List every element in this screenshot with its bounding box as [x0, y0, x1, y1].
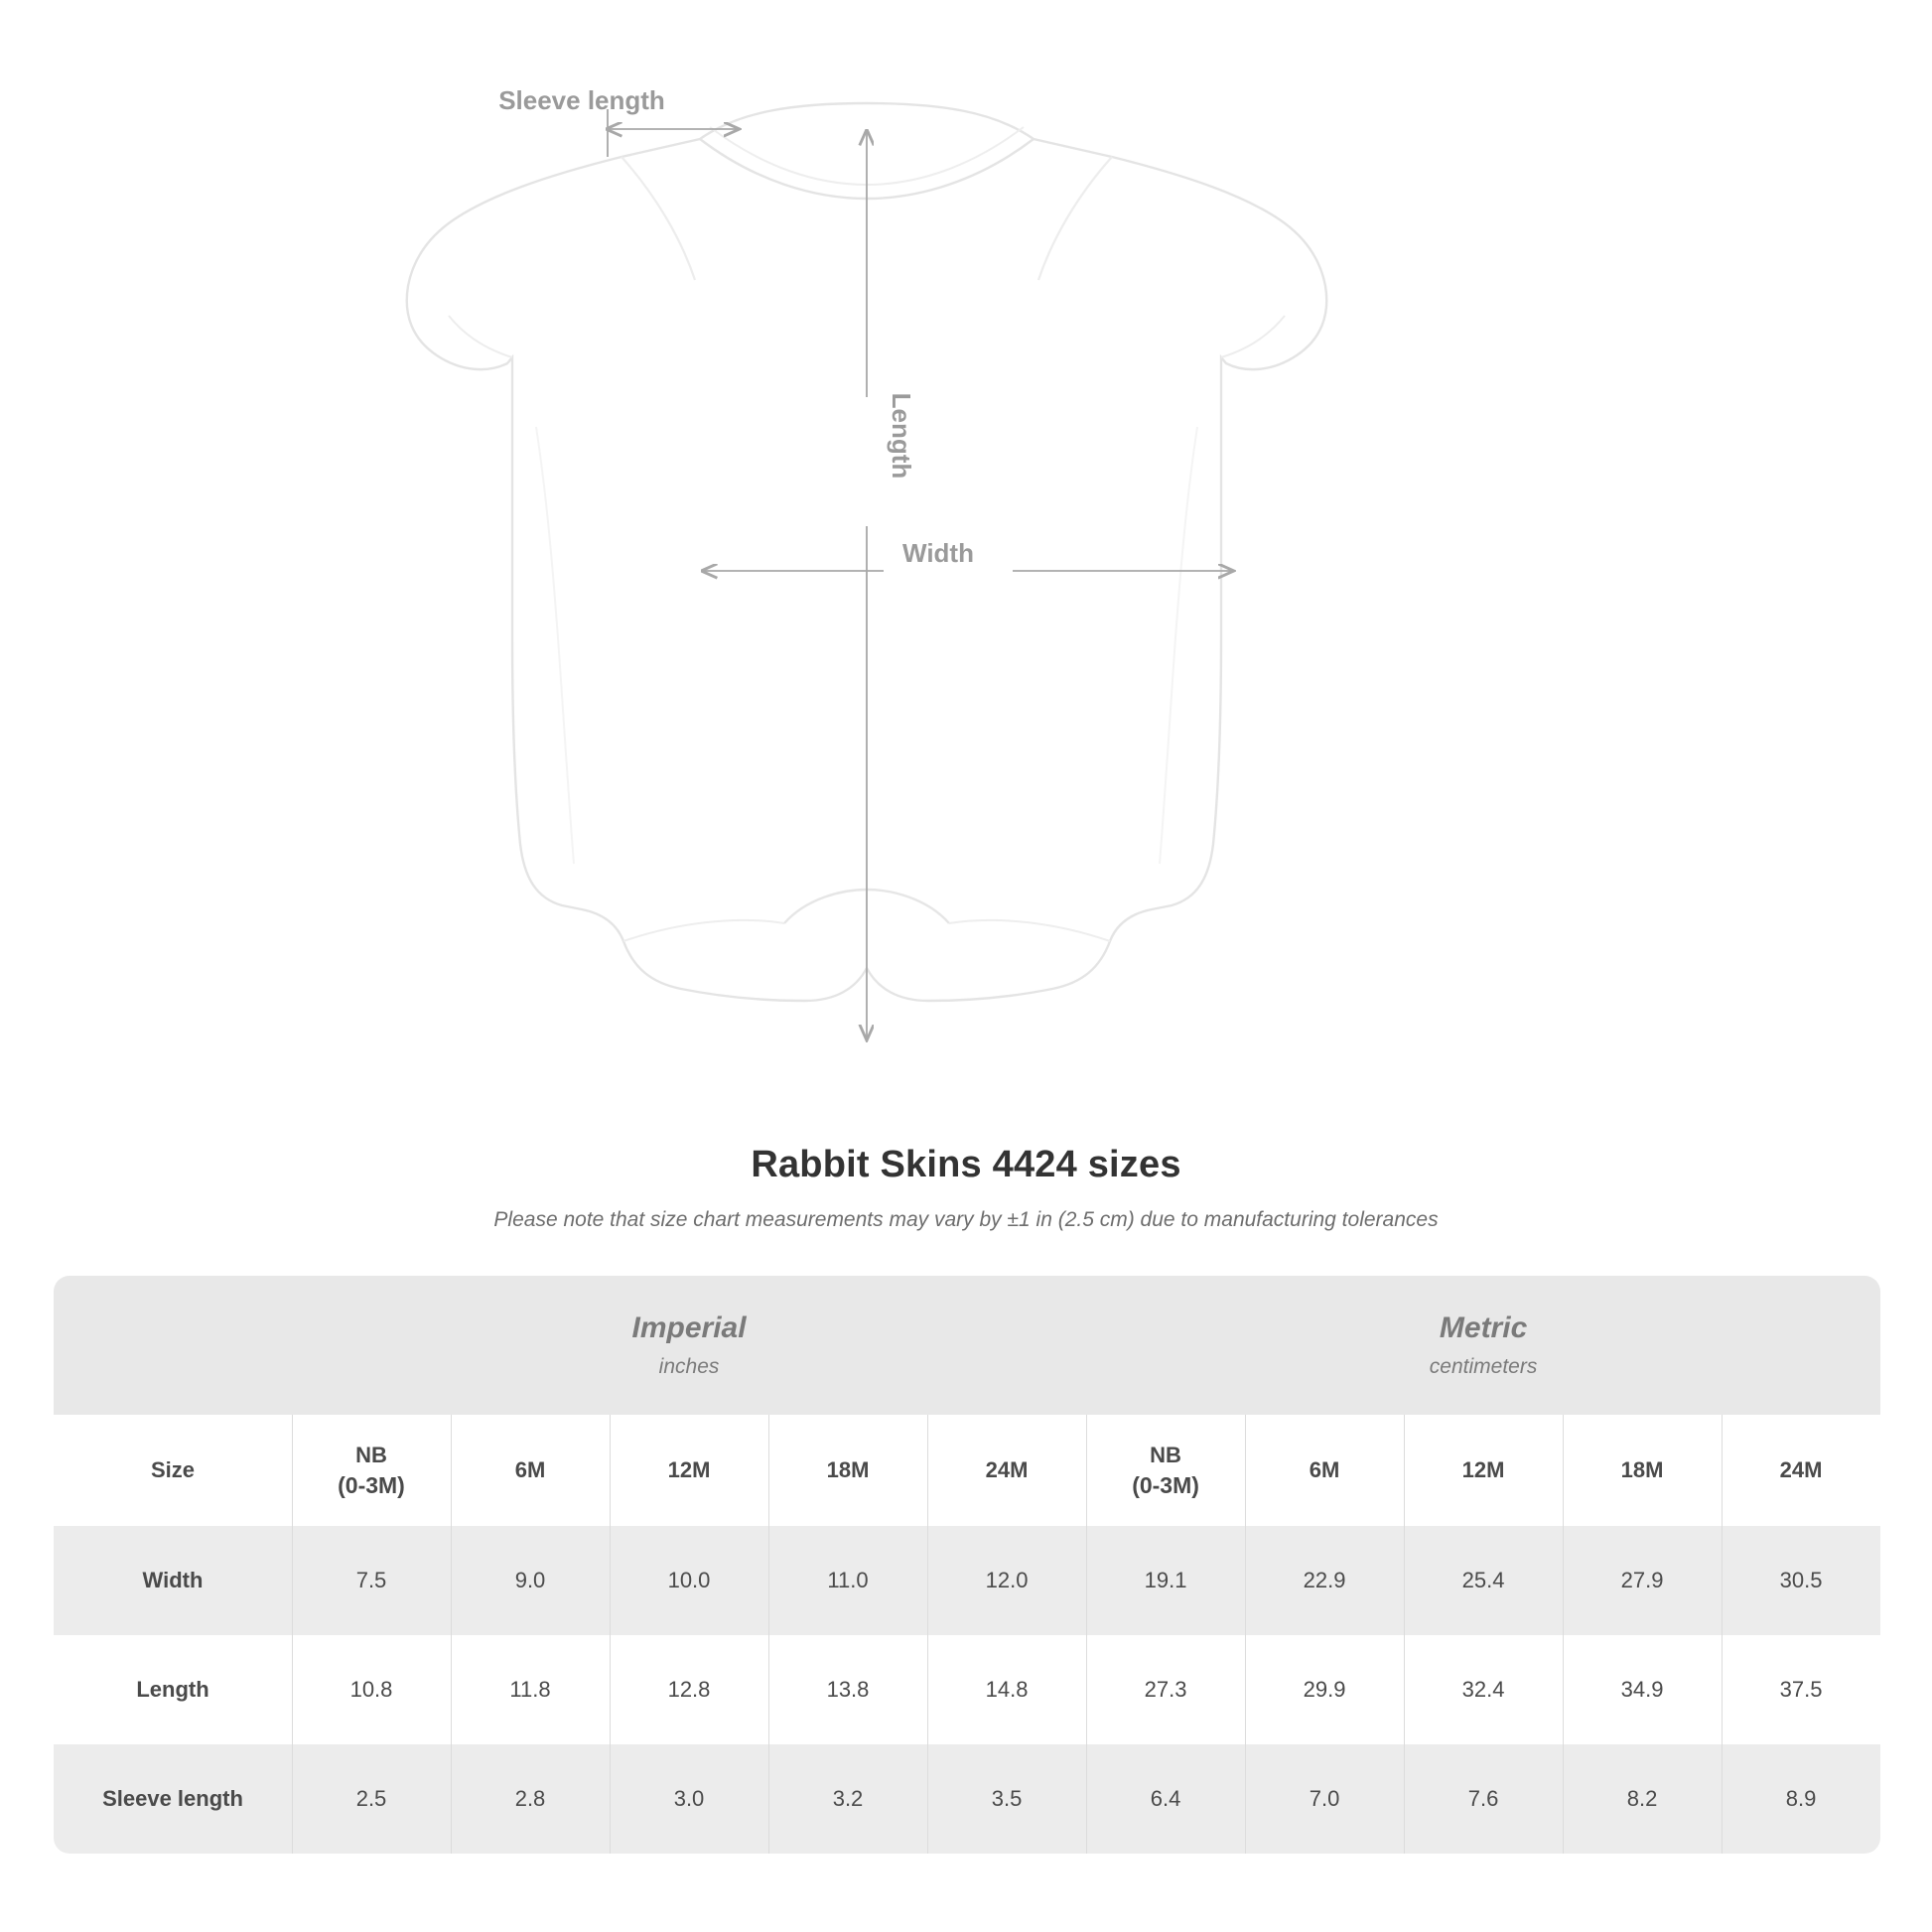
header-col-4	[927, 1415, 1086, 1526]
header-col-0-label: NB	[355, 1442, 387, 1467]
header-col-6-label: 6M	[1309, 1457, 1340, 1482]
sleeve-length-label: Sleeve length	[498, 85, 665, 115]
header-col-5-label: NB	[1150, 1442, 1181, 1467]
cell-length-1: 11.8	[451, 1635, 610, 1744]
cell-width-1: 9.0	[451, 1526, 610, 1635]
cell-width-6: 22.9	[1245, 1526, 1404, 1635]
table-row	[54, 1526, 1880, 1635]
length-label: Length	[887, 392, 916, 480]
cell-width-7: 25.4	[1404, 1526, 1563, 1635]
row-label-length: Length	[54, 1635, 292, 1744]
header-col-3	[768, 1415, 927, 1526]
cell-length-3: 13.8	[768, 1635, 927, 1744]
table-row	[54, 1635, 1880, 1744]
unit-metric-name: Metric	[1439, 1311, 1528, 1344]
header-col-2-label: 12M	[667, 1457, 711, 1482]
cell-length-7: 32.4	[1404, 1635, 1563, 1744]
header-col-8-label: 18M	[1620, 1457, 1664, 1482]
cell-sleeve-2: 3.0	[610, 1744, 768, 1854]
chart-title: Rabbit Skins 4424 sizes	[751, 1144, 1181, 1185]
width-label: Width	[902, 538, 974, 568]
cell-sleeve-0: 2.5	[292, 1744, 451, 1854]
row-label-width: Width	[54, 1526, 292, 1635]
header-col-4-label: 24M	[985, 1457, 1029, 1482]
header-col-3-label: 18M	[826, 1457, 870, 1482]
unit-metric-sub: centimeters	[1429, 1355, 1538, 1378]
cell-sleeve-6: 7.0	[1245, 1744, 1404, 1854]
header-col-7-label: 12M	[1461, 1457, 1505, 1482]
cell-sleeve-3: 3.2	[768, 1744, 927, 1854]
header-col-1-label: 6M	[514, 1457, 546, 1482]
cell-width-0: 7.5	[292, 1526, 451, 1635]
cell-length-8: 34.9	[1563, 1635, 1722, 1744]
cell-length-9: 37.5	[1722, 1635, 1880, 1744]
size-table-wrap	[54, 1276, 1878, 1854]
cell-sleeve-8: 8.2	[1563, 1744, 1722, 1854]
unit-imperial-name: Imperial	[631, 1311, 747, 1344]
cell-sleeve-9: 8.9	[1722, 1744, 1880, 1854]
cell-width-3: 11.0	[768, 1526, 927, 1635]
chart-note: Please note that size chart measurements may vary by ±1 in (2.5 cm) due to manufacturing tolerances	[493, 1208, 1439, 1231]
title-block	[0, 1144, 1932, 1232]
header-col-0	[292, 1415, 451, 1526]
cell-width-5: 19.1	[1086, 1526, 1245, 1635]
column-header-row	[54, 1415, 1880, 1526]
cell-length-5: 27.3	[1086, 1635, 1245, 1744]
table-row	[54, 1744, 1880, 1854]
unit-metric	[1086, 1276, 1880, 1415]
cell-sleeve-4: 3.5	[927, 1744, 1086, 1854]
header-col-6	[1245, 1415, 1404, 1526]
unit-imperial	[292, 1276, 1086, 1415]
header-col-8	[1563, 1415, 1722, 1526]
unit-imperial-sub: inches	[658, 1355, 720, 1378]
header-col-1	[451, 1415, 610, 1526]
cell-width-4: 12.0	[927, 1526, 1086, 1635]
units-row	[54, 1276, 1880, 1415]
header-col-2	[610, 1415, 768, 1526]
cell-width-9: 30.5	[1722, 1526, 1880, 1635]
cell-length-6: 29.9	[1245, 1635, 1404, 1744]
header-size: Size	[54, 1415, 292, 1526]
header-col-5	[1086, 1415, 1245, 1526]
cell-sleeve-7: 7.6	[1404, 1744, 1563, 1854]
header-col-5-sub: (0-3M)	[1132, 1471, 1199, 1498]
row-label-sleeve-length: Sleeve length	[54, 1744, 292, 1854]
cell-sleeve-1: 2.8	[451, 1744, 610, 1854]
cell-length-0: 10.8	[292, 1635, 451, 1744]
header-col-7	[1404, 1415, 1563, 1526]
size-table	[54, 1276, 1880, 1854]
cell-width-2: 10.0	[610, 1526, 768, 1635]
cell-length-4: 14.8	[927, 1635, 1086, 1744]
units-corner	[54, 1276, 292, 1415]
cell-sleeve-5: 6.4	[1086, 1744, 1245, 1854]
header-col-9	[1722, 1415, 1880, 1526]
header-col-9-label: 24M	[1779, 1457, 1823, 1482]
cell-width-8: 27.9	[1563, 1526, 1722, 1635]
cell-length-2: 12.8	[610, 1635, 768, 1744]
header-col-0-sub: (0-3M)	[338, 1471, 405, 1498]
